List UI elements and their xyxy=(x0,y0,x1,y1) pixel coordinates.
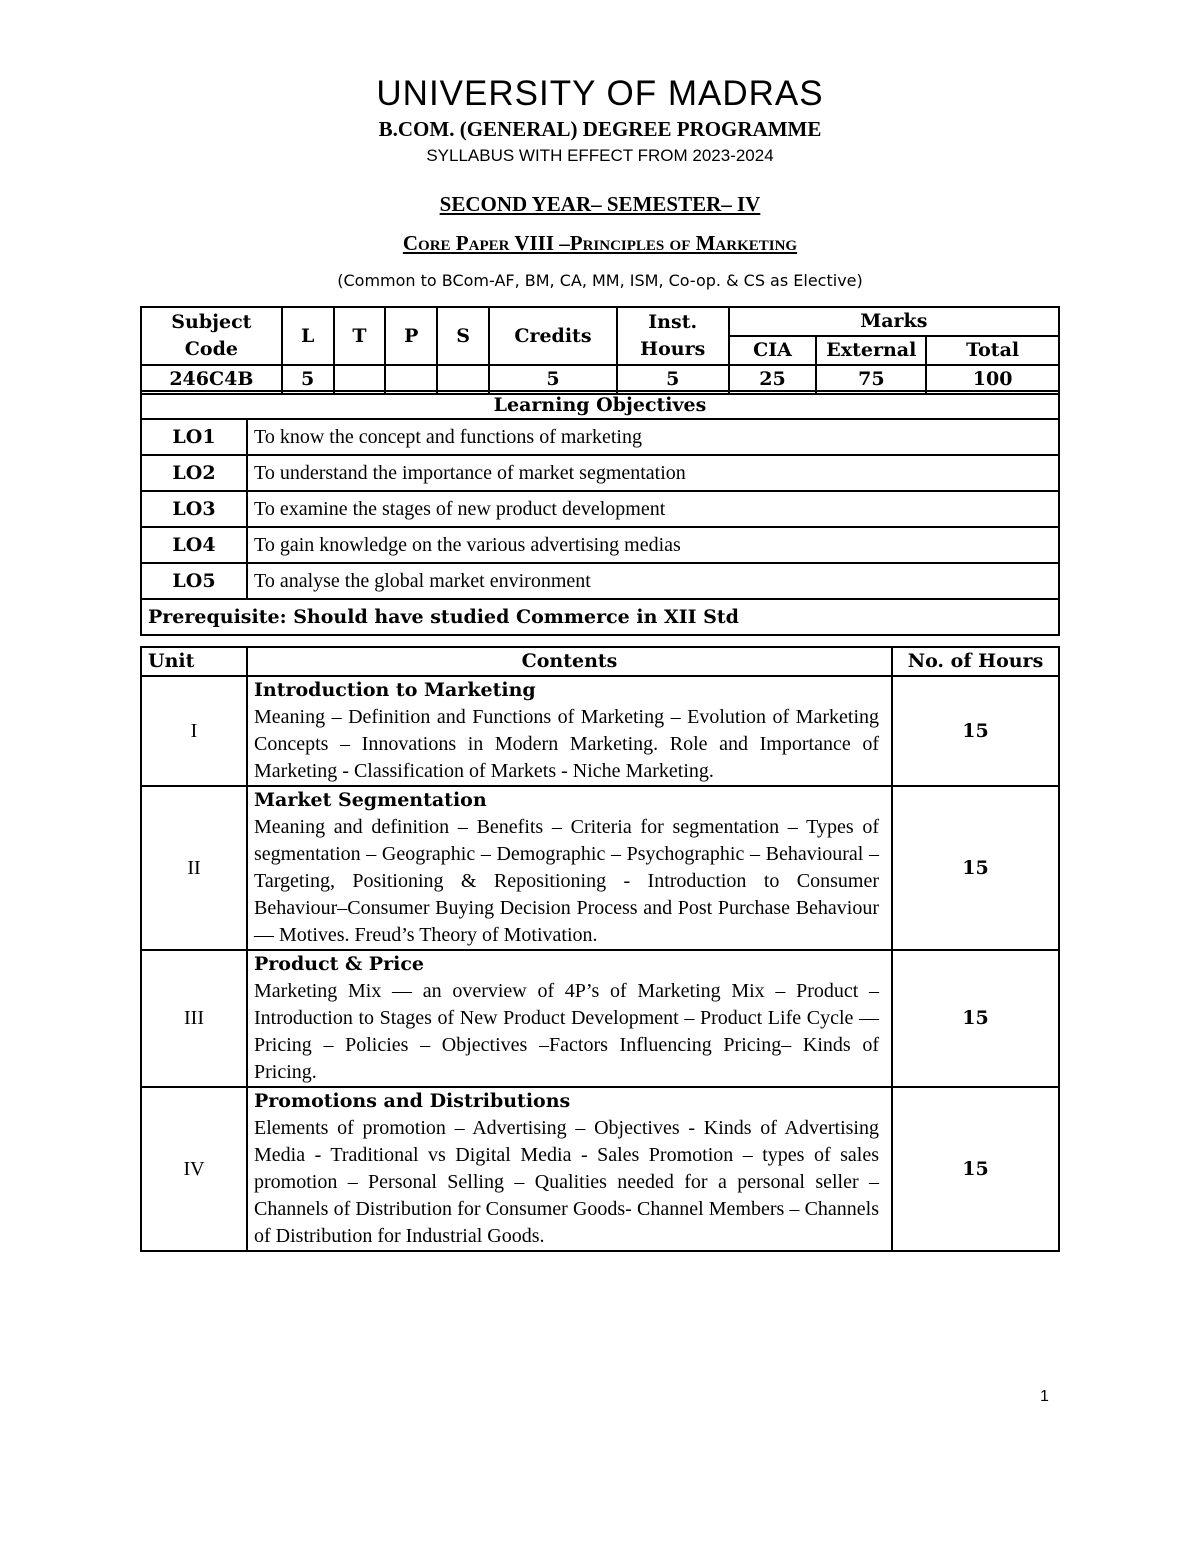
unit-hours: 15 xyxy=(892,1087,1059,1251)
learning-objectives-title: Learning Objectives xyxy=(141,391,1059,419)
lo-code: LO5 xyxy=(141,563,247,599)
lo-code: LO3 xyxy=(141,491,247,527)
lo-code: LO2 xyxy=(141,455,247,491)
unit-row xyxy=(141,676,1059,786)
contents-header: Contents xyxy=(247,647,892,676)
page-number: 1 xyxy=(1040,1388,1049,1405)
subject-code-header: Subject Code xyxy=(141,307,282,365)
credits-header: Credits xyxy=(489,307,617,365)
programme-title: B.COM. (GENERAL) DEGREE PROGRAMME xyxy=(378,117,822,141)
unit-content xyxy=(247,676,892,786)
unit-hours: 15 xyxy=(892,676,1059,786)
lo-row xyxy=(141,419,1059,455)
unit-content xyxy=(247,786,892,950)
lo-code: LO4 xyxy=(141,527,247,563)
total-value: 100 xyxy=(926,365,1059,394)
lo-row xyxy=(141,563,1059,599)
lo-text: To know the concept and functions of marketing xyxy=(247,419,1059,455)
unit-row xyxy=(141,786,1059,950)
external-header: External xyxy=(816,336,926,365)
cia-value: 25 xyxy=(729,365,817,394)
unit-title: Product & Price xyxy=(254,953,424,975)
unit-number: IV xyxy=(141,1087,247,1251)
unit-hours: 15 xyxy=(892,950,1059,1087)
unit-title: Market Segmentation xyxy=(254,789,487,811)
syllabus-effect-line: SYLLABUS WITH EFFECT FROM 2023-2024 xyxy=(426,146,774,165)
p-header: P xyxy=(385,307,437,365)
unit-title: Promotions and Distributions xyxy=(254,1090,571,1112)
learning-objectives-table xyxy=(140,390,1060,636)
cia-header: CIA xyxy=(729,336,817,365)
semester-heading: SECOND YEAR– SEMESTER– IV xyxy=(439,192,761,216)
unit-number: II xyxy=(141,786,247,950)
l-value: 5 xyxy=(282,365,334,394)
unit-title: Introduction to Marketing xyxy=(254,679,536,701)
credits-value: 5 xyxy=(489,365,617,394)
lo-text: To gain knowledge on the various advertising medias xyxy=(247,527,1059,563)
lo-text: To analyse the global market environment xyxy=(247,563,1059,599)
lo-code: LO1 xyxy=(141,419,247,455)
unit-header: Unit xyxy=(141,647,247,676)
unit-number: III xyxy=(141,950,247,1087)
external-value: 75 xyxy=(816,365,926,394)
lo-row xyxy=(141,455,1059,491)
unit-text: Marketing Mix — an overview of 4P’s of Marketing Mix – Product – Introduction to Stages of New Product Development – Product Life Cycle — Pricing – Policies – Objectives –Factors Influencing Pricing– Kinds of Pricing. xyxy=(254,980,879,1083)
lo-row xyxy=(141,491,1059,527)
s-header: S xyxy=(437,307,489,365)
lo-text: To examine the stages of new product development xyxy=(247,491,1059,527)
units-table xyxy=(140,646,1060,1252)
core-paper-heading: Core Paper VIII –Principles of Marketing xyxy=(402,231,798,255)
subject-code-value: 246C4B xyxy=(141,365,282,394)
hours-header: No. of Hours xyxy=(892,647,1059,676)
unit-content xyxy=(247,1087,892,1251)
inst-hours-value: 5 xyxy=(617,365,729,394)
unit-text: Meaning and definition – Benefits – Criteria for segmentation – Types of segmentation – Geographic – Demographic – Psychographic – Behavioural – Targeting, Positioning & Repositioning - Introduction to Consumer Behaviour–Consumer Buying Decision Process and Post Purchase Behaviour — Motives. Freud’s Theory of Motivation. xyxy=(254,816,879,946)
t-header: T xyxy=(334,307,386,365)
unit-content xyxy=(247,950,892,1087)
unit-row xyxy=(141,950,1059,1087)
common-to-note: (Common to BCom-AF, BM, CA, MM, ISM, Co-op. & CS as Elective) xyxy=(337,271,863,290)
unit-hours: 15 xyxy=(892,786,1059,950)
lo-row xyxy=(141,527,1059,563)
total-header: Total xyxy=(926,336,1059,365)
unit-row xyxy=(141,1087,1059,1251)
unit-text: Meaning – Definition and Functions of Marketing – Evolution of Marketing Concepts – Innovations in Modern Marketing. Role and Importance of Marketing - Classification of Markets - Niche Marketing. xyxy=(254,706,879,782)
l-header: L xyxy=(282,307,334,365)
unit-text: Elements of promotion – Advertising – Objectives - Kinds of Advertising Media - Traditional vs Digital Media - Sales Promotion – types of sales promotion – Personal Selling – Qualities needed for a personal seller – Channels of Distribution for Consumer Goods- Channel Members – Channels of Distribution for Industrial Goods. xyxy=(254,1117,879,1247)
marks-header: Marks xyxy=(729,307,1059,336)
prerequisite: Prerequisite: Should have studied Commerce in XII Std xyxy=(141,599,1059,635)
course-meta-table xyxy=(140,306,1060,395)
inst-hours-header: Inst. Hours xyxy=(617,307,729,365)
unit-number: I xyxy=(141,676,247,786)
lo-text: To understand the importance of market segmentation xyxy=(247,455,1059,491)
university-title: UNIVERSITY OF MADRAS xyxy=(376,74,824,113)
